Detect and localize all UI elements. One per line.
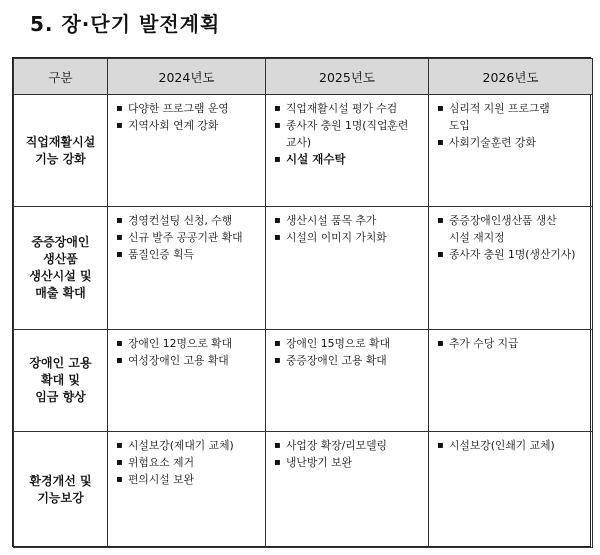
list-item: ▪ 시설보강(인쇄기 교체) [437,437,586,454]
list-item: ▪ 품질인증 획득 [116,246,259,263]
list-item: ▪ 냉난방기 보완 [274,454,422,471]
cell-2024 [108,330,266,432]
header-category: 구분 [14,59,108,95]
list-item: ▪ 심리적 지원 프로그램 도입 [437,100,586,134]
header-2026: 2026년도 [429,59,593,95]
list-item: ▪ 중증장애인생산품 생산 시설 재지정 [437,212,586,246]
row-category: 중증장애인 생산품 생산시설 및 매출 확대 [14,207,108,330]
list-item: ▪ 시설 재수탁 [274,151,422,168]
list-item: ▪ 장애인 15명으로 확대 [274,335,422,352]
cell-2024 [108,432,266,548]
list-item: ▪ 종사자 충원 1명(생산기사) [437,246,586,263]
header-2024: 2024년도 [108,59,266,95]
list-item: ▪ 시설보강(제대기 교체) [116,437,259,454]
list-item: ▪ 시설의 이미지 가치화 [274,229,422,246]
list-item: ▪ 사업장 확장/리모델링 [274,437,422,454]
cell-2025 [266,432,429,548]
row-category: 환경개선 및 기능보강 [14,432,108,548]
list-item: ▪ 다양한 프로그램 운영 [116,100,259,117]
row-category: 직업재활시설 기능 강화 [14,95,108,207]
page-heading: 5. 장·단기 발전계획 [30,12,221,36]
list-item: ▪ 신규 발주 공공기관 확대 [116,229,259,246]
cell-2026 [429,432,593,548]
cell-2025 [266,95,429,207]
list-item: ▪ 생산시설 품목 추가 [274,212,422,229]
table-row [14,330,593,432]
list-item: ▪ 추가 수당 지급 [437,335,586,352]
list-item: ▪ 사회기술훈련 강화 [437,134,586,151]
development-plan-table [12,57,591,547]
cell-2026 [429,330,593,432]
table-row [14,432,593,548]
table-header-row [14,59,593,95]
cell-2024 [108,207,266,330]
cell-2024 [108,95,266,207]
list-item: ▪ 편의시설 보완 [116,471,259,488]
list-item: ▪ 장애인 12명으로 확대 [116,335,259,352]
list-item: ▪ 경영컨설팅 신청, 수행 [116,212,259,229]
list-item: ▪ 여성장애인 고용 확대 [116,352,259,369]
table-row [14,95,593,207]
cell-2025 [266,207,429,330]
cell-2026 [429,95,593,207]
list-item: ▪ 위험요소 제거 [116,454,259,471]
list-item: ▪ 종사자 충원 1명(직업훈련 교사) [274,117,422,151]
list-item: ▪ 직업재활시설 평가 수검 [274,100,422,117]
table-row [14,207,593,330]
cell-2026 [429,207,593,330]
cell-2025 [266,330,429,432]
header-2025: 2025년도 [266,59,429,95]
list-item: ▪ 중증장애인 고용 확대 [274,352,422,369]
list-item: ▪ 지역사회 연계 강화 [116,117,259,134]
row-category: 장애인 고용 확대 및 임금 향상 [14,330,108,432]
